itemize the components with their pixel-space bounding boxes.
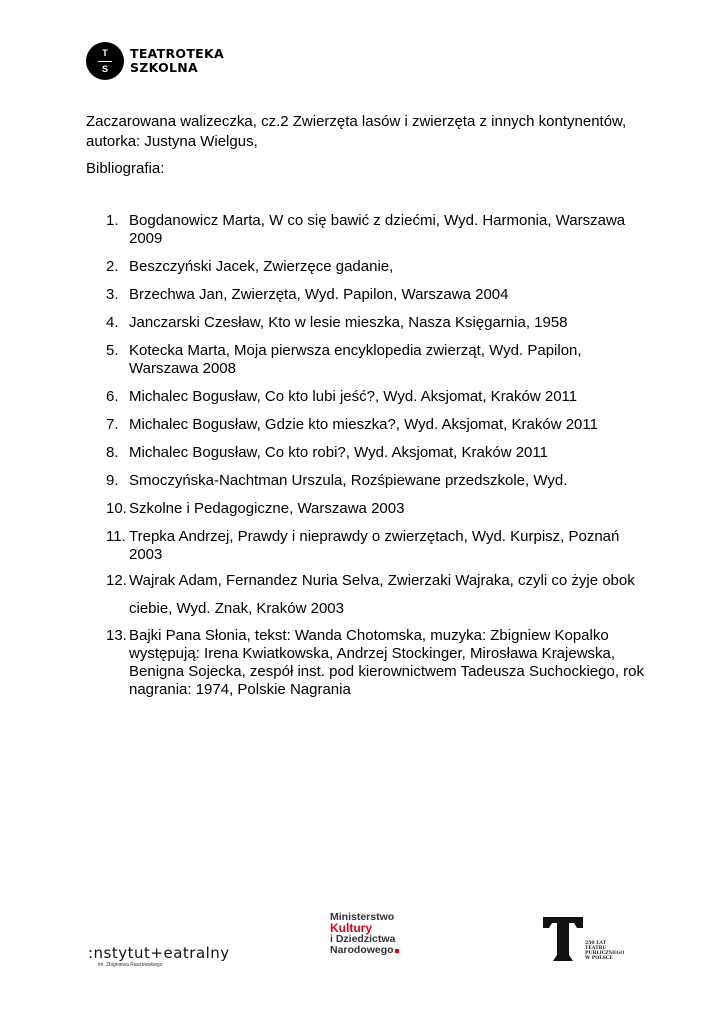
anniversary-line1: 250 LAT [585,941,607,946]
instytut-subtitle: im. Zbigniewa Raszewskiego [98,962,163,968]
item-number: 6. [106,388,119,405]
document-intro: Zaczarowana walizeczka, cz.2 Zwierzęta lasów i zwierzęta z innych kontynentów, autorka: Justyna Wielgus, [86,113,627,150]
bibliography-heading: Bibliografia: [86,160,165,177]
anniversary-line4: W POLSCE [585,956,613,961]
list-item [106,444,646,462]
item-text: Brzechwa Jan, Zwierzęta, Wyd. Papilon, Warszawa 2004 [129,286,509,303]
item-number: 10. [106,500,127,517]
anniversary-text [585,941,624,961]
logo-top-letter: T [102,47,108,58]
ministry-logo [330,912,399,956]
anniversary-line2: TEATRU [585,946,607,951]
ministry-line3: i Dziedzictwa [330,933,396,945]
logo-wordmark [130,47,224,75]
list-item [106,627,646,699]
list-item [106,342,646,378]
item-number: 12. [106,572,127,589]
item-number: 9. [106,472,119,489]
list-item [106,528,646,564]
item-text: Trepka Andrzej, Prawdy i nieprawdy o zwierzętach, Wyd. Kurpisz, Poznań 2003 [129,528,620,563]
item-number: 8. [106,444,119,461]
item-text: Michalec Bogusław, Gdzie kto mieszka?, Wyd. Aksjomat, Kraków 2011 [129,416,598,433]
item-text: Szkolne i Pedagogiczne, Warszawa 2003 [129,500,405,517]
logo-bottom-letter: S [101,63,108,74]
logo-line2: SZKOLNA [130,60,199,75]
list-item [106,567,646,623]
item-number: 4. [106,314,119,331]
list-item [106,212,646,248]
list-item [106,500,646,518]
list-item [106,416,646,434]
anniversary-logo [543,917,624,961]
logo-circle-icon [86,42,124,80]
item-text: Wajrak Adam, Fernandez Nuria Selva, Zwierzaki Wajraka, czyli co żyje obok ciebie, Wyd. Znak, Kraków 2003 [129,572,635,617]
item-number: 1. [106,212,119,229]
instytut-name: :nstytut+eatralny [88,944,230,962]
ministry-line2: Kultury [330,921,372,935]
ministry-line4-wrap [330,945,399,956]
list-item [106,258,646,276]
theatre-t-icon [543,917,583,961]
item-number: 11. [106,528,126,545]
list-item [106,286,646,304]
item-text: Smoczyńska-Nachtman Urszula, Rozśpiewane przedszkole, Wyd. [129,472,568,489]
red-dot-icon [395,949,399,953]
list-item [106,314,646,332]
logo-line1: TEATROTEKA [130,46,224,61]
list-item [106,472,646,490]
logo-divider [98,61,112,62]
anniversary-line3: PUBLICZNEGO [585,951,625,956]
item-text: Kotecka Marta, Moja pierwsza encyklopedia zwierząt, Wyd. Papilon, Warszawa 2008 [129,342,582,377]
ministry-line4: Narodowego [330,944,394,956]
item-number: 3. [106,286,119,303]
bibliography-list [106,212,646,709]
teatroteka-logo [86,42,224,80]
item-number: 5. [106,342,119,359]
item-number: 13. [106,627,127,644]
item-text: Beszczyński Jacek, Zwierzęce gadanie, [129,258,394,275]
ministry-line1: Ministerstwo [330,911,395,923]
list-item [106,388,646,406]
item-number: 7. [106,416,119,433]
instytut-teatralny-logo [88,944,230,968]
item-text: Michalec Bogusław, Co kto robi?, Wyd. Aksjomat, Kraków 2011 [129,444,548,461]
item-text: Michalec Bogusław, Co kto lubi jeść?, Wyd. Aksjomat, Kraków 2011 [129,388,578,405]
item-text: Bajki Pana Słonia, tekst: Wanda Chotomska, muzyka: Zbigniew Kopalko występują: Irena Kwiatkowska, Andrzej Stockinger, Mirosława Krajewska, Benigna Sojecka, zespół inst. pod kierownictwem Tadeusza Suchockiego, rok nagrania: 1974, Polskie Nagrania [129,627,645,698]
item-number: 2. [106,258,119,275]
item-text: Janczarski Czesław, Kto w lesie mieszka, Nasza Księgarnia, 1958 [129,314,568,331]
item-text: Bogdanowicz Marta, W co się bawić z dziećmi, Wyd. Harmonia, Warszawa 2009 [129,212,626,247]
